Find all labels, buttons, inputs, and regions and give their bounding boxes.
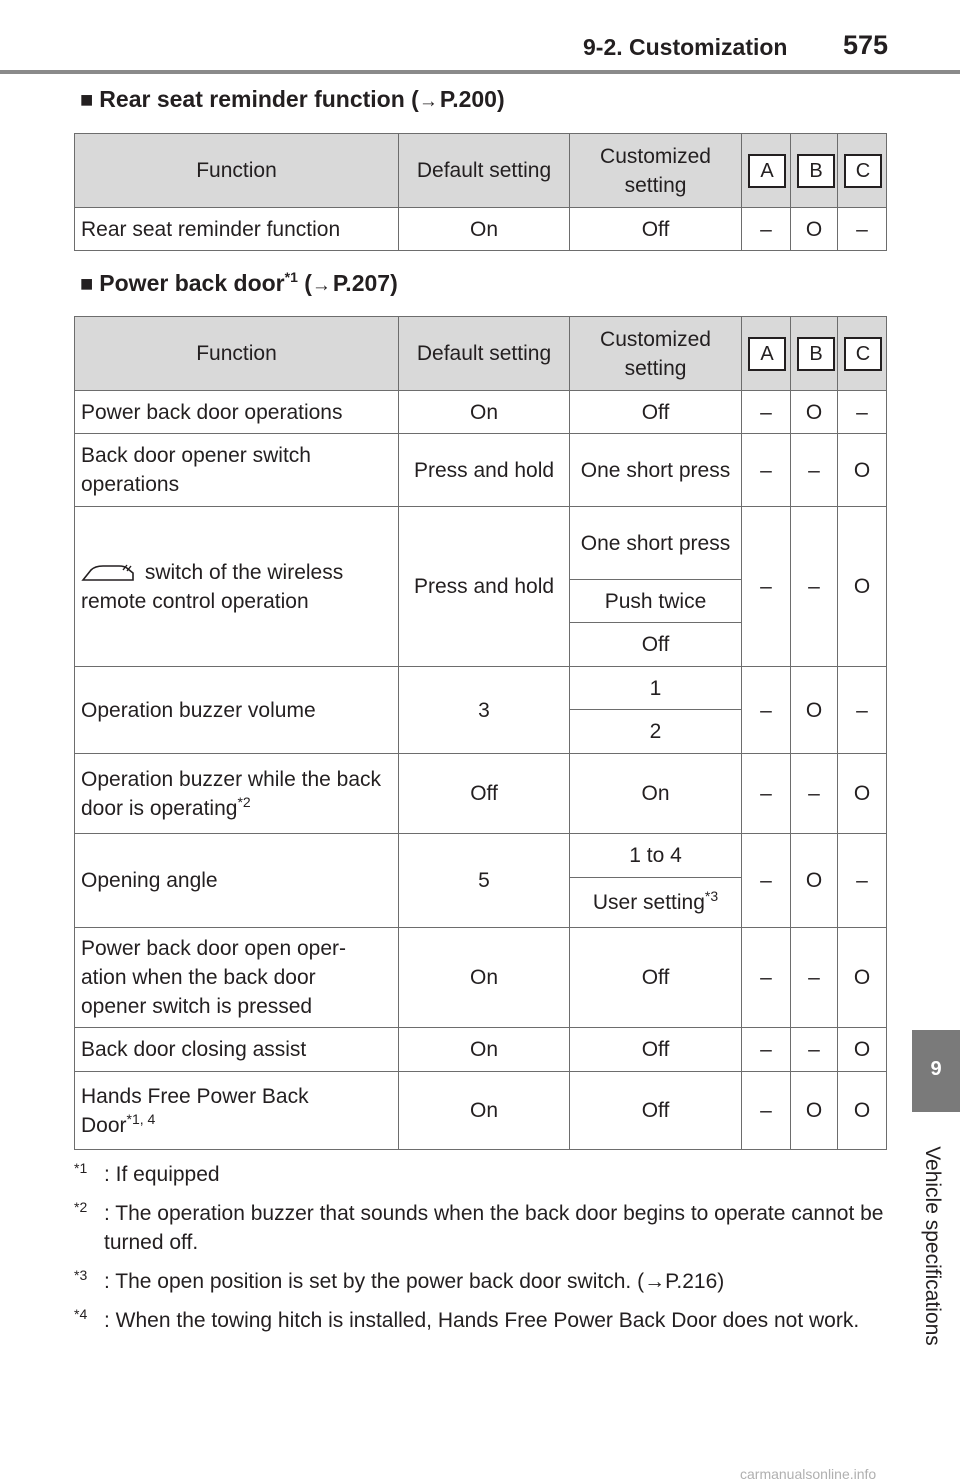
default-cell: 3 [399, 667, 570, 754]
default-cell: On [399, 391, 570, 434]
table-row [75, 834, 887, 878]
page-reference[interactable]: P.207) [332, 270, 398, 296]
col-default-setting: Default setting [399, 317, 570, 391]
default-cell: Press and hold [399, 507, 570, 667]
heading-paren: ( [297, 270, 312, 296]
arrow-right-icon: → [418, 91, 438, 112]
b-cell: – [791, 507, 838, 667]
b-cell: – [791, 434, 838, 507]
footnote-ref: *3 [704, 888, 719, 904]
a-cell: – [742, 834, 791, 928]
arrow-right-icon: → [644, 1270, 666, 1293]
a-cell: – [742, 1072, 791, 1150]
a-cell: – [742, 434, 791, 507]
b-cell: O [791, 667, 838, 754]
header-rule [0, 70, 960, 74]
col-c: C [838, 317, 887, 391]
customized-cell: On [570, 754, 742, 834]
default-cell: On [399, 928, 570, 1028]
c-cell: O [838, 1072, 887, 1150]
chapter-label: Vehicle specifications [921, 1146, 944, 1346]
b-cell: O [791, 1072, 838, 1150]
a-cell: – [742, 667, 791, 754]
a-cell: – [742, 754, 791, 834]
b-cell: – [791, 1028, 838, 1072]
col-function: Function [75, 134, 399, 208]
col-a: A [742, 317, 791, 391]
back-door-key-icon [81, 563, 135, 583]
col-b: B [791, 317, 838, 391]
function-cell: Opening angle [75, 834, 399, 928]
function-cell: Hands Free Power Back Door$^{*1, 4}$ [75, 1072, 399, 1150]
customized-cell: Off [570, 928, 742, 1028]
b-cell: O [791, 834, 838, 928]
footnote: $^{*3}$ : The open position is set by the power back door switch. (→P.216) [74, 1267, 725, 1293]
function-cell [75, 507, 399, 667]
b-cell: O [791, 391, 838, 434]
c-cell: – [838, 391, 887, 434]
default-cell: On [399, 1072, 570, 1150]
col-b: B [791, 134, 838, 208]
a-cell: – [742, 928, 791, 1028]
function-cell: Back door opener switch operations [75, 434, 399, 507]
table-header-row [75, 134, 887, 208]
col-customized-setting: Customized setting [570, 317, 742, 391]
table-row [75, 507, 887, 580]
footnote-ref: *1 [284, 269, 298, 285]
a-cell: – [742, 391, 791, 434]
page-number: 575 [843, 30, 889, 60]
heading-text: Rear seat reminder function ( [99, 86, 419, 112]
section-heading-power-back-door [80, 270, 398, 297]
customized-cell: Off [570, 1028, 742, 1072]
function-cell: Rear seat reminder function [75, 208, 399, 251]
table-row [75, 754, 887, 834]
c-cell: O [838, 1028, 887, 1072]
function-cell: Operation buzzer while the back door is operating$^{*2}$ [75, 754, 399, 834]
footnote: $^{*4}$ : When the towing hitch is installed, Hands Free Power Back Door does not work. [74, 1306, 860, 1332]
chapter-tab[interactable] [912, 1030, 960, 1112]
col-customized-setting: Customized setting [570, 134, 742, 208]
footnote: $^{*2}$ : The operation buzzer that sounds when the back door begins to operate cannot be turned off. [74, 1199, 884, 1254]
c-cell: – [838, 208, 887, 251]
customized-cell: User setting$^{*3}$ [570, 878, 742, 928]
heading-text: Power back door [99, 270, 285, 296]
customized-cell: Off [570, 391, 742, 434]
arrow-right-icon: → [311, 275, 331, 296]
default-cell: On [399, 1028, 570, 1072]
default-cell: On [399, 208, 570, 251]
page-reference[interactable]: P.216) [665, 1270, 725, 1293]
default-cell: Off [399, 754, 570, 834]
default-cell: Press and hold [399, 434, 570, 507]
table-row [75, 391, 887, 434]
customized-cell: 2 [570, 710, 742, 754]
b-cell: – [791, 754, 838, 834]
table-row [75, 434, 887, 507]
default-cell: 5 [399, 834, 570, 928]
table-row [75, 208, 887, 251]
c-cell: O [838, 434, 887, 507]
customized-cell: Off [570, 623, 742, 667]
col-default-setting: Default setting [399, 134, 570, 208]
b-cell: O [791, 208, 838, 251]
a-cell: – [742, 1028, 791, 1072]
customized-cell: One short press [570, 507, 742, 580]
c-cell: O [838, 928, 887, 1028]
table-row [75, 928, 887, 1028]
rear-seat-reminder-table [74, 133, 887, 251]
customized-cell: 1 to 4 [570, 834, 742, 878]
a-cell: – [742, 208, 791, 251]
customized-cell: 1 [570, 667, 742, 710]
a-cell: – [742, 507, 791, 667]
c-cell: – [838, 667, 887, 754]
table-row [75, 1028, 887, 1072]
b-cell: – [791, 928, 838, 1028]
customized-cell: Off [570, 1072, 742, 1150]
function-text: switch of the wireless remote control operation [81, 560, 344, 613]
function-cell: Back door closing assist [75, 1028, 399, 1072]
watermark: carmanualsonline.info [740, 1466, 877, 1482]
page-reference[interactable]: P.200) [439, 86, 505, 112]
function-cell: Power back door operations [75, 391, 399, 434]
square-bullet-icon: ■ [80, 87, 94, 112]
customized-cell: One short press [570, 434, 742, 507]
table-row [75, 667, 887, 710]
footnotes [74, 1160, 884, 1345]
function-cell: Power back door open oper- ation when the back door opener switch is pressed [75, 928, 399, 1028]
table-row [75, 1072, 887, 1150]
chapter-number: 9 [930, 1058, 942, 1080]
table-header-row [75, 317, 887, 391]
c-cell: O [838, 754, 887, 834]
function-cell: Operation buzzer volume [75, 667, 399, 754]
customized-cell: Off [570, 208, 742, 251]
footnote-ref: *1, 4 [126, 1110, 156, 1127]
footnote-ref: *2 [237, 793, 251, 810]
section-header: 9-2. Customization [583, 34, 788, 60]
section-heading-rear-seat-reminder [80, 86, 505, 113]
square-bullet-icon: ■ [80, 271, 94, 296]
customized-cell: Push twice [570, 580, 742, 623]
col-function: Function [75, 317, 399, 391]
power-back-door-table [74, 316, 887, 1150]
col-c: C [838, 134, 887, 208]
footnote: $^{*1}$ : If equipped [74, 1160, 220, 1186]
c-cell: O [838, 507, 887, 667]
c-cell: – [838, 834, 887, 928]
col-a: A [742, 134, 791, 208]
